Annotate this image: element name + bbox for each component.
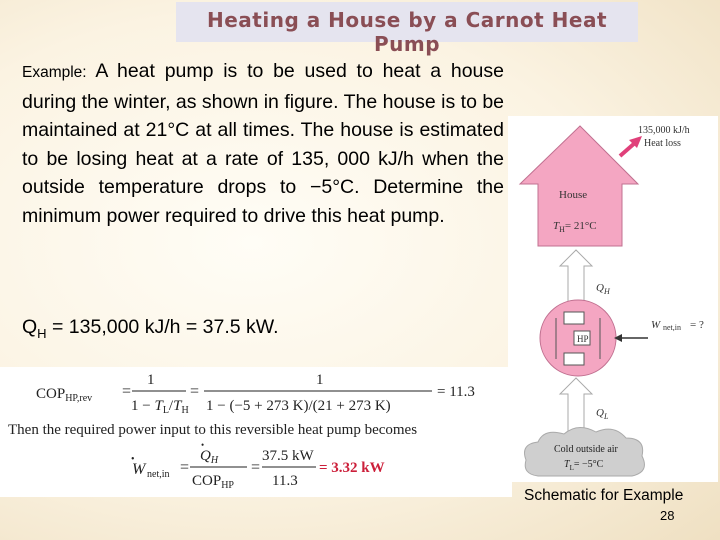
frac1-num: 1 [147, 372, 155, 388]
qh-symbol: Q [22, 316, 38, 338]
frac2-den: 1 − (−5 + 273 K)/(21 + 273 K) [206, 398, 391, 414]
svg-text:•: • [201, 440, 205, 450]
w-subscript: net,in [147, 469, 170, 480]
problem-text: A heat pump is to be used to heat a house during the winter, as shown in figure. The house is to be maintained at 21°C at all times. The house is estimated to be losing heat at a rate of 135, 000 kJ/h when the outside temperature drops to −5°C. Determine the minimum power required to drive this heat pump. [22, 60, 505, 227]
svg-text:=: = [180, 459, 190, 476]
power-result: = 3.32 kW [319, 460, 385, 476]
ql-arrow [560, 378, 592, 436]
w-symbol: W [132, 461, 146, 478]
heat-loss-value: 135,000 kJ/h [638, 125, 690, 136]
kw-num: 37.5 kW [262, 448, 314, 464]
page-number: 28 [660, 508, 675, 523]
example-label: Example: [22, 64, 87, 81]
title-banner [176, 2, 638, 56]
house-label: House [559, 189, 588, 201]
w-label: W [651, 319, 661, 331]
qh-subscript: H [37, 325, 47, 341]
cold-air-label: Cold outside air [554, 444, 618, 455]
ql-label: $Q_L$ [596, 407, 609, 421]
solution-equations [0, 367, 512, 497]
problem-statement [22, 57, 504, 230]
power-sentence: Then the required power input to this reversible heat pump becomes [8, 422, 418, 438]
w-value: = ? [690, 319, 704, 331]
qh-value: = 135,000 kJ/h = 37.5 kW. [46, 316, 279, 338]
svg-text:=: = [251, 459, 261, 476]
heat-rate-line [22, 316, 279, 341]
figure-caption: Schematic for Example [524, 487, 684, 504]
slide-title: Heating a House by a Carnot Heat Pump [206, 8, 607, 56]
cop-result: = 11.3 [437, 384, 475, 400]
svg-text:=: = [122, 383, 132, 400]
hp-label: HP [577, 334, 589, 344]
qh-label: $Q_H$ [596, 282, 610, 296]
house-temp: $T_H= 21^\circ C$ [553, 220, 597, 234]
svg-text:=: = [190, 383, 200, 400]
frac1-den: $1 - T_L/T_H$ [131, 398, 189, 416]
eq-cop-den: $COP_{HP}$ [192, 473, 234, 491]
cold-air-temp: $T_L= -5^\circ C$ [564, 459, 604, 472]
frac2-num: 1 [316, 372, 324, 388]
heat-pump-schematic [508, 116, 718, 482]
kw-den: 11.3 [272, 473, 298, 489]
cop-lhs: $COP_{HP,rev}$ [36, 386, 93, 404]
heat-loss-label: Heat loss [644, 138, 681, 149]
svg-text:•: • [131, 454, 135, 465]
svg-text:net,in: net,in [663, 323, 681, 332]
eq-qh: $Q_H$ [200, 448, 219, 466]
